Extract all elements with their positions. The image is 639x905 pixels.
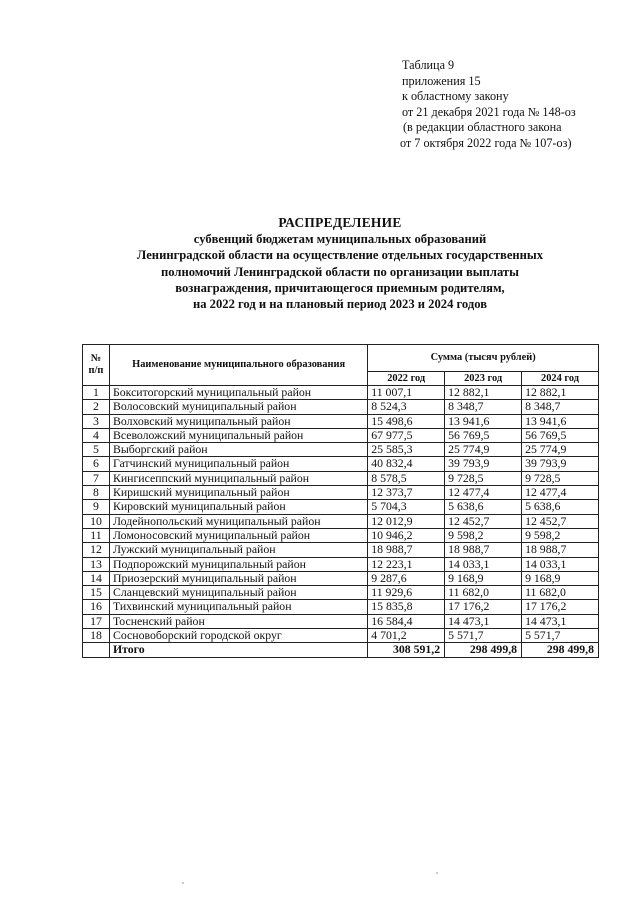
table-row (83, 514, 599, 528)
row-value-2023: 56 769,5 (445, 428, 522, 442)
col-header-sum: Сумма (тысяч рублей) (368, 345, 599, 372)
table-row (83, 486, 599, 500)
col-header-num: № п/п (83, 345, 110, 386)
title-line: Ленинградской области на осуществление отдельных государственных (136, 248, 544, 263)
total-label: Итого (109, 643, 367, 657)
row-value-2022: 9 287,6 (368, 571, 445, 585)
row-value-2024: 9 168,9 (522, 571, 599, 585)
row-value-2023: 14 033,1 (445, 557, 522, 571)
header-line: (в редакции областного закона (403, 120, 562, 135)
row-value-2023: 9 598,2 (445, 528, 522, 542)
row-name: Всеволожский муниципальный район (109, 428, 367, 442)
row-value-2023: 13 941,6 (445, 414, 522, 428)
row-value-2024: 56 769,5 (522, 428, 599, 442)
col-header-name: Наименование муниципального образования (109, 345, 367, 386)
table-row (83, 400, 599, 414)
row-value-2024: 12 882,1 (522, 386, 599, 400)
table-row (83, 600, 599, 614)
table-header-row (83, 345, 599, 372)
row-number: 3 (83, 414, 110, 428)
row-value-2022: 12 223,1 (368, 557, 445, 571)
row-value-2024: 12 477,4 (522, 486, 599, 500)
row-name: Лодейнопольский муниципальный район (109, 514, 367, 528)
total-value-2024: 298 499,8 (522, 643, 599, 657)
row-number: 6 (83, 457, 110, 471)
row-name: Бокситогорский муниципальный район (109, 386, 367, 400)
row-value-2023: 12 452,7 (445, 514, 522, 528)
total-value-2023: 298 499,8 (445, 643, 522, 657)
col-header-year: 2022 год (368, 372, 445, 386)
header-line: от 7 октября 2022 года № 107-оз) (400, 135, 572, 150)
distribution-table (82, 344, 599, 658)
row-value-2022: 8 578,5 (368, 471, 445, 485)
row-value-2024: 12 452,7 (522, 514, 599, 528)
row-value-2024: 17 176,2 (522, 600, 599, 614)
row-name: Тихвинский муниципальный район (109, 600, 367, 614)
row-value-2024: 39 793,9 (522, 457, 599, 471)
total-value-2022: 308 591,2 (368, 643, 445, 657)
row-value-2024: 5 571,7 (522, 629, 599, 643)
row-name: Кингисеппский муниципальный район (109, 471, 367, 485)
row-value-2022: 40 832,4 (368, 457, 445, 471)
row-value-2023: 11 682,0 (445, 586, 522, 600)
row-number: 13 (83, 557, 110, 571)
row-value-2023: 5 571,7 (445, 629, 522, 643)
row-value-2022: 5 704,3 (368, 500, 445, 514)
row-value-2022: 15 498,6 (368, 414, 445, 428)
row-value-2022: 16 584,4 (368, 614, 445, 628)
header-line: от 21 декабря 2021 года № 148-оз (402, 104, 576, 119)
row-number: 17 (83, 614, 110, 628)
row-value-2022: 67 977,5 (368, 428, 445, 442)
row-value-2023: 18 988,7 (445, 543, 522, 557)
row-number: 18 (83, 629, 110, 643)
row-value-2022: 11 007,1 (368, 386, 445, 400)
row-number: 2 (83, 400, 110, 414)
row-value-2024: 9 598,2 (522, 528, 599, 542)
table-row (83, 528, 599, 542)
table-row (83, 457, 599, 471)
row-value-2023: 8 348,7 (445, 400, 522, 414)
row-value-2024: 5 638,6 (522, 500, 599, 514)
row-name: Сосновоборский городской округ (109, 629, 367, 643)
row-number: 10 (83, 514, 110, 528)
header-line: приложения 15 (402, 73, 481, 88)
row-value-2022: 12 012,9 (368, 514, 445, 528)
row-value-2024: 14 033,1 (522, 557, 599, 571)
row-value-2023: 5 638,6 (445, 500, 522, 514)
row-number: 7 (83, 471, 110, 485)
scan-speck (436, 872, 438, 874)
row-value-2024: 14 473,1 (522, 614, 599, 628)
table-row (83, 414, 599, 428)
row-number: 14 (83, 571, 110, 585)
title-line: на 2022 год и на плановый период 2023 и 2024 годов (192, 297, 488, 312)
title-line: полномочий Ленинградской области по организации выплаты (161, 264, 519, 279)
row-value-2024: 9 728,5 (522, 471, 599, 485)
row-name: Выборгский район (109, 443, 367, 457)
row-value-2024: 13 941,6 (522, 414, 599, 428)
title-line: субвенций бюджетам муниципальных образований (193, 232, 487, 247)
row-value-2023: 9 728,5 (445, 471, 522, 485)
row-value-2022: 8 524,3 (368, 400, 445, 414)
row-number: 5 (83, 443, 110, 457)
total-num-cell (83, 643, 110, 657)
row-name: Приозерский муниципальный район (109, 571, 367, 585)
row-number: 11 (83, 528, 110, 542)
document-title (80, 215, 600, 312)
row-number: 9 (83, 500, 110, 514)
row-name: Волховский муниципальный район (109, 414, 367, 428)
table-row (83, 443, 599, 457)
row-number: 4 (83, 428, 110, 442)
appendix-header (402, 58, 576, 152)
header-line: к областному закону (402, 89, 509, 104)
row-value-2024: 18 988,7 (522, 543, 599, 557)
row-value-2024: 25 774,9 (522, 443, 599, 457)
row-name: Сланцевский муниципальный район (109, 586, 367, 600)
table-row (83, 543, 599, 557)
row-number: 15 (83, 586, 110, 600)
row-value-2022: 25 585,3 (368, 443, 445, 457)
table-row (83, 614, 599, 628)
table-row (83, 386, 599, 400)
row-value-2023: 12 882,1 (445, 386, 522, 400)
table-total-row (83, 643, 599, 657)
row-value-2023: 25 774,9 (445, 443, 522, 457)
table-row (83, 471, 599, 485)
col-header-year: 2023 год (445, 372, 522, 386)
row-name: Тосненский район (109, 614, 367, 628)
row-number: 16 (83, 600, 110, 614)
row-value-2023: 39 793,9 (445, 457, 522, 471)
scan-speck (182, 882, 184, 884)
title-main: РАСПРЕДЕЛЕНИЕ (278, 215, 402, 230)
table-row (83, 557, 599, 571)
row-name: Лужский муниципальный район (109, 543, 367, 557)
row-number: 8 (83, 486, 110, 500)
row-value-2022: 10 946,2 (368, 528, 445, 542)
row-value-2024: 8 348,7 (522, 400, 599, 414)
row-value-2022: 4 701,2 (368, 629, 445, 643)
row-value-2022: 11 929,6 (368, 586, 445, 600)
row-number: 12 (83, 543, 110, 557)
table-row (83, 586, 599, 600)
row-value-2023: 17 176,2 (445, 600, 522, 614)
table-row (83, 500, 599, 514)
col-header-year: 2024 год (522, 372, 599, 386)
row-name: Ломоносовский муниципальный район (109, 528, 367, 542)
table-row (83, 629, 599, 643)
row-value-2022: 15 835,8 (368, 600, 445, 614)
row-name: Киришский муниципальный район (109, 486, 367, 500)
row-value-2024: 11 682,0 (522, 586, 599, 600)
table-row (83, 428, 599, 442)
row-name: Гатчинский муниципальный район (109, 457, 367, 471)
row-value-2023: 12 477,4 (445, 486, 522, 500)
table-row (83, 571, 599, 585)
row-name: Волосовский муниципальный район (109, 400, 367, 414)
title-line: вознаграждения, причитающегося приемным родителям, (175, 280, 505, 295)
row-value-2023: 9 168,9 (445, 571, 522, 585)
row-value-2022: 12 373,7 (368, 486, 445, 500)
row-value-2022: 18 988,7 (368, 543, 445, 557)
row-number: 1 (83, 386, 110, 400)
row-value-2023: 14 473,1 (445, 614, 522, 628)
row-name: Подпорожский муниципальный район (109, 557, 367, 571)
row-name: Кировский муниципальный район (109, 500, 367, 514)
header-line: Таблица 9 (402, 58, 455, 72)
